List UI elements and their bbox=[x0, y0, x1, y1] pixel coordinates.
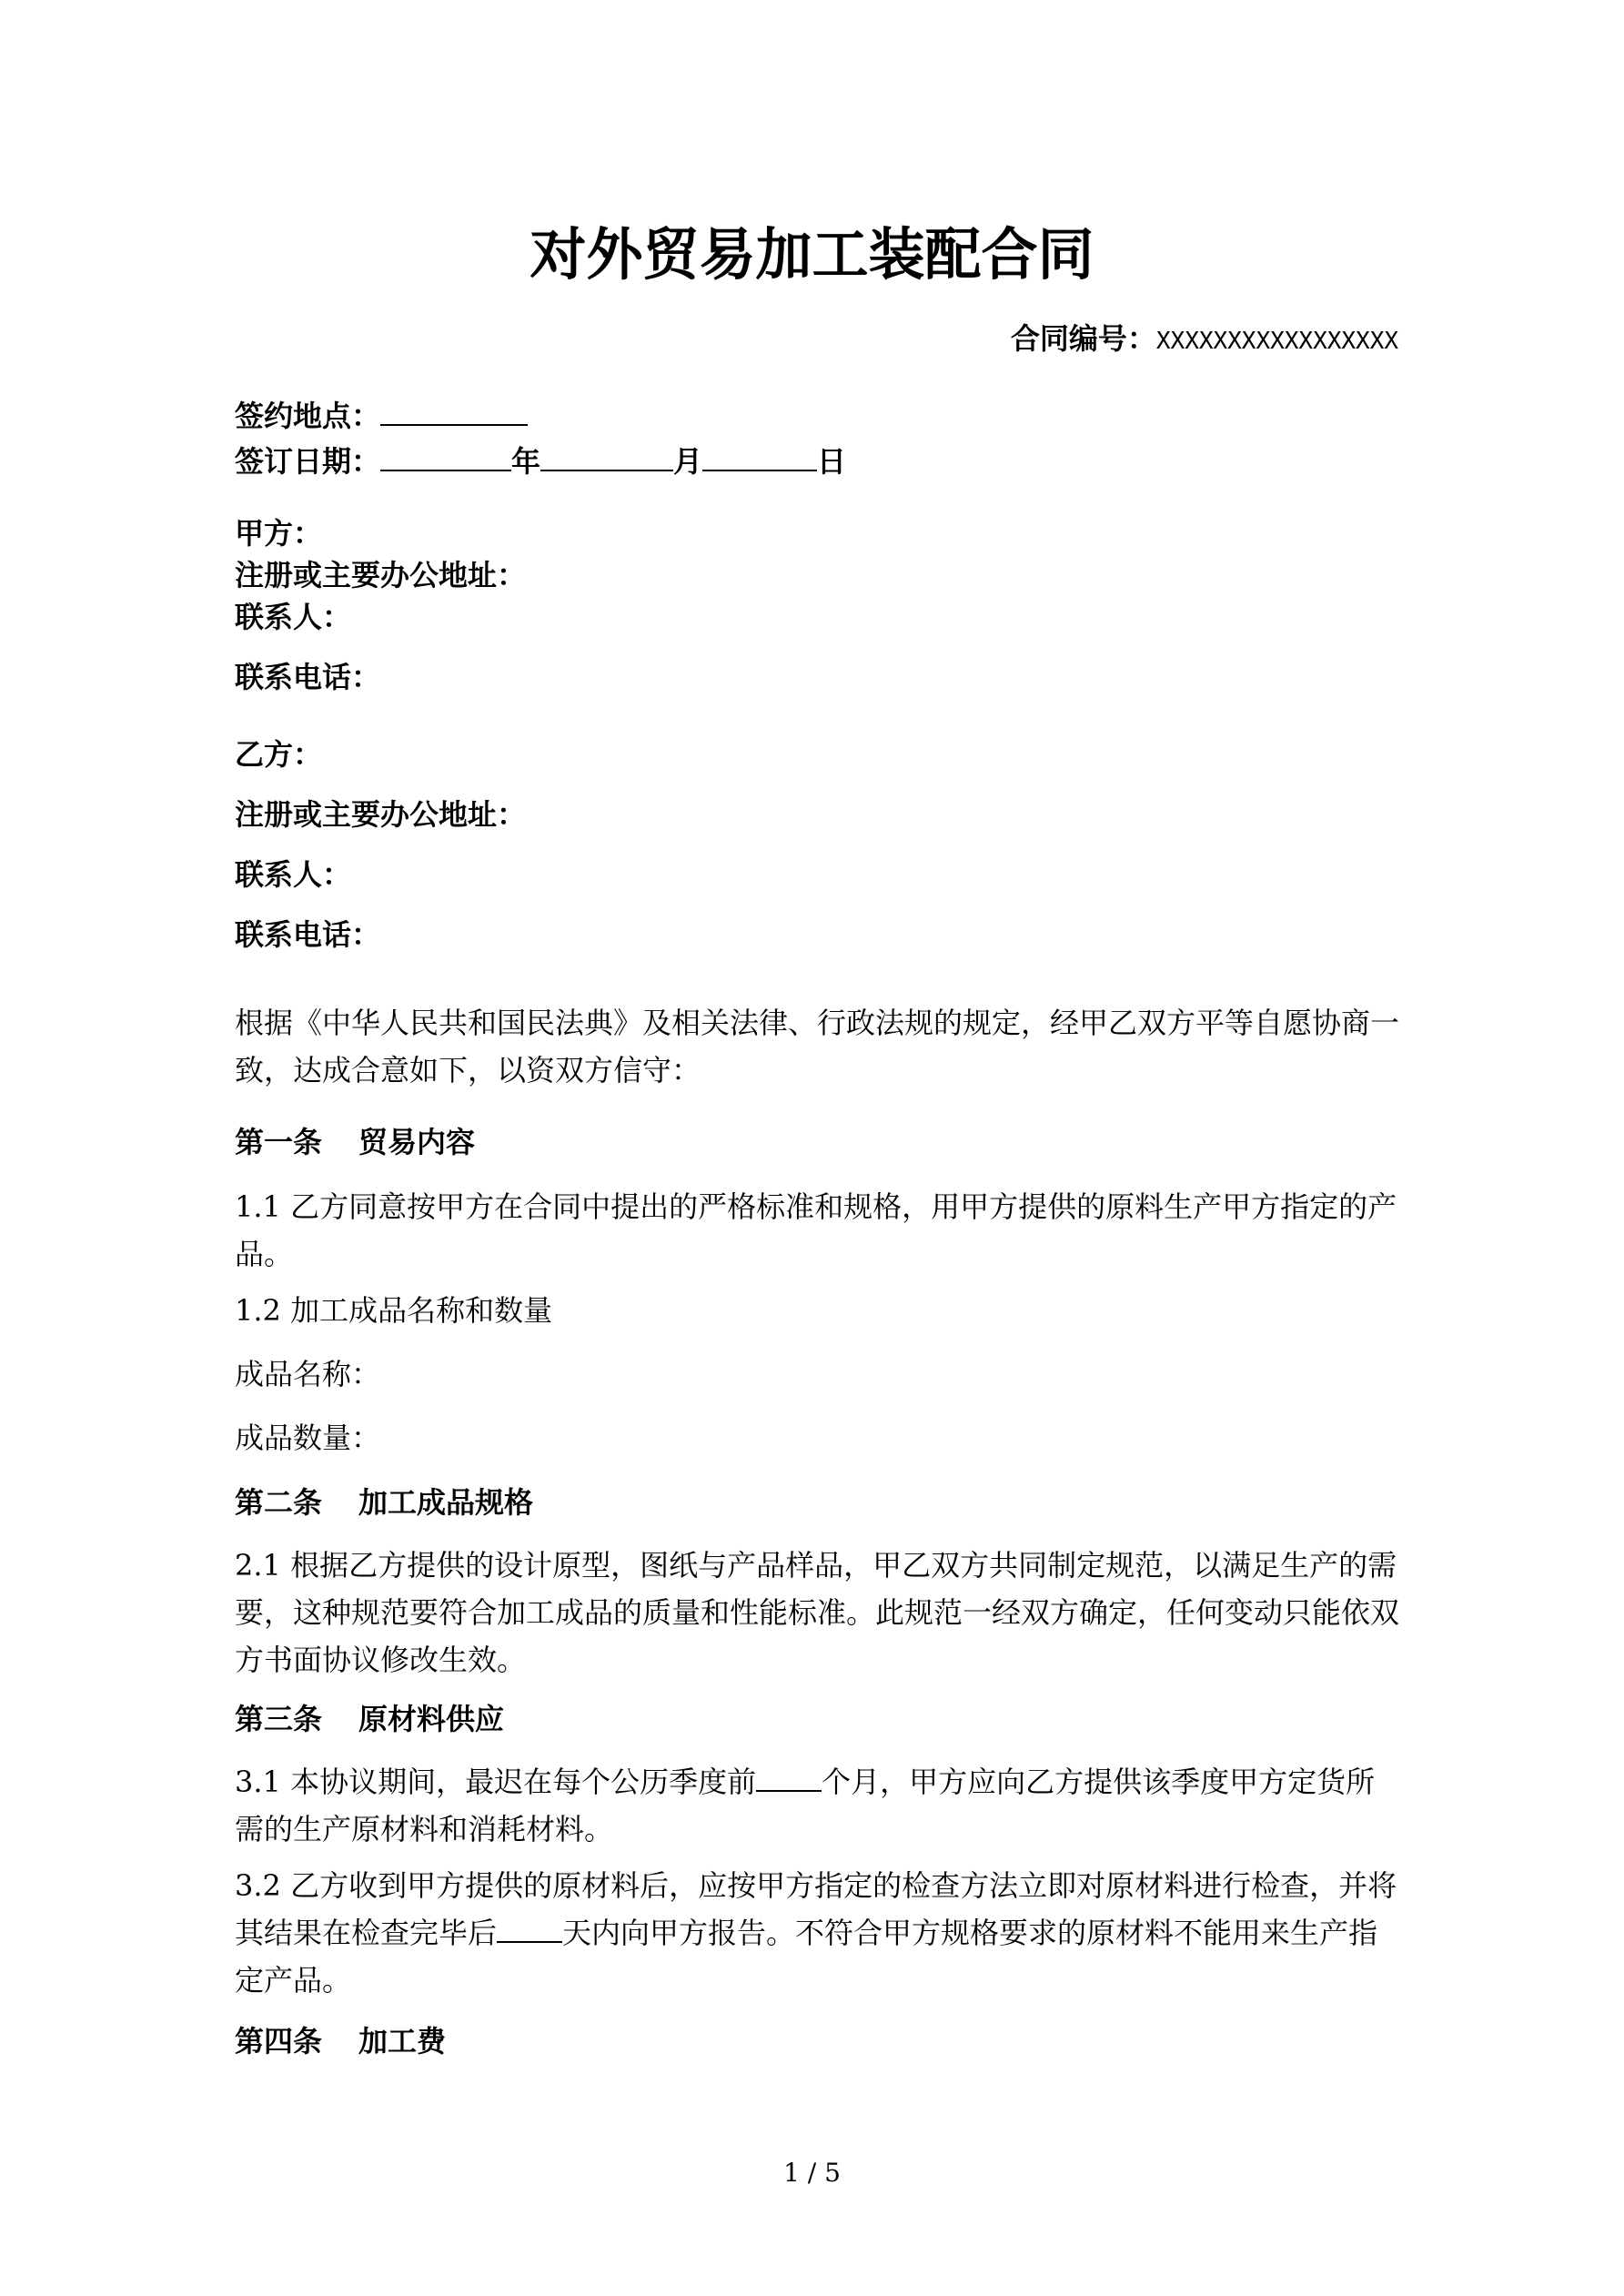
article-1-clause-1: 1.1 乙方同意按甲方在合同中提出的严格标准和规格，用甲方提供的原料生产甲方指定的产品。 bbox=[235, 1189, 1397, 1271]
signing-day-blank bbox=[702, 437, 817, 471]
article-3-clause-1-start: 3.1 本协议期间，最迟在每个公历季度前 bbox=[235, 1765, 757, 1799]
document-title: 对外贸易加工装配合同 bbox=[530, 221, 1094, 288]
months-blank bbox=[756, 1759, 822, 1792]
article-1-number: 第一条 bbox=[235, 1125, 323, 1159]
party-b-block bbox=[235, 733, 1401, 974]
contract-number-label: 合同编号： bbox=[1010, 321, 1156, 356]
article-4-heading bbox=[235, 2020, 1401, 2062]
party-a-phone: 联系电话： bbox=[235, 660, 381, 694]
party-a-name: 甲方： bbox=[235, 516, 323, 551]
article-3-number: 第三条 bbox=[235, 1702, 323, 1736]
article-3-clause-1 bbox=[235, 1758, 1401, 1853]
signing-place-blank bbox=[380, 391, 528, 426]
product-name-label: 成品名称： bbox=[235, 1357, 381, 1391]
signing-date-label: 签订日期： bbox=[235, 444, 381, 479]
article-2-title: 加工成品规格 bbox=[358, 1485, 534, 1520]
party-a-contact: 联系人： bbox=[235, 600, 352, 634]
contract-number bbox=[1011, 319, 1398, 361]
signing-year-label: 年 bbox=[511, 444, 541, 479]
product-quantity-label: 成品数量： bbox=[235, 1421, 381, 1455]
article-3-clause-2-end: 天内向甲方报告。不符合甲方规格要求的原材料不能用来生产指定产品。 bbox=[235, 1916, 1378, 1998]
article-1-clause-2: 1.2 加工成品名称和数量 bbox=[235, 1293, 553, 1328]
signing-place-label: 签约地点： bbox=[235, 399, 381, 433]
party-b-contact: 联系人： bbox=[235, 857, 352, 892]
article-1-title: 贸易内容 bbox=[358, 1125, 476, 1159]
party-b-address: 注册或主要办公地址： bbox=[235, 797, 527, 832]
article-3-clause-1-end: 个月，甲方应向乙方提供该季度甲方定货所需的生产原材料和消耗材料。 bbox=[235, 1765, 1376, 1846]
party-b-phone: 联系电话： bbox=[235, 917, 381, 952]
article-2-heading bbox=[235, 1482, 1401, 1523]
signing-info bbox=[235, 391, 1401, 482]
signing-year-blank bbox=[380, 437, 511, 471]
article-2-number: 第二条 bbox=[235, 1485, 323, 1520]
article-4-title: 加工费 bbox=[358, 2024, 447, 2058]
article-3-clause-2 bbox=[235, 1862, 1401, 2004]
signing-day-label: 日 bbox=[817, 444, 847, 479]
signing-place-line bbox=[235, 391, 1401, 437]
article-3-title: 原材料供应 bbox=[358, 1702, 505, 1736]
page-number: 1 / 5 bbox=[783, 2158, 841, 2188]
preamble: 根据《中华人民共和国民法典》及相关法律、行政法规的规定，经甲乙双方平等自愿协商一致，达成合意如下，以资双方信守： bbox=[235, 1006, 1400, 1087]
article-1-heading bbox=[235, 1121, 1401, 1163]
signing-month-label: 月 bbox=[673, 444, 703, 479]
days-blank bbox=[497, 1910, 562, 1943]
article-3-heading bbox=[235, 1698, 1401, 1740]
party-a-address: 注册或主要办公地址： bbox=[235, 558, 527, 592]
article-2-clause-1: 2.1 根据乙方提供的设计原型，图纸与产品样品，甲乙双方共同制定规范，以满足生产的需要，这种规范要符合加工成品的质量和性能标准。此规范一经双方确定，任何变动只能依双方书面协议修改生效。 bbox=[235, 1548, 1400, 1677]
party-a-block bbox=[235, 512, 1401, 698]
signing-date-line bbox=[235, 437, 1401, 482]
article-3-clause-2-start: 3.2 乙方收到甲方提供的原材料后，应按甲方指定的检查方法立即对原材料进行检查，并将其结果在检查完毕后 bbox=[235, 1868, 1397, 1950]
signing-month-blank bbox=[540, 437, 673, 471]
article-4-number: 第四条 bbox=[235, 2024, 323, 2058]
party-b-name: 乙方： bbox=[235, 737, 323, 772]
contract-number-value: XXXXXXXXXXXXXXXXX bbox=[1155, 328, 1398, 355]
